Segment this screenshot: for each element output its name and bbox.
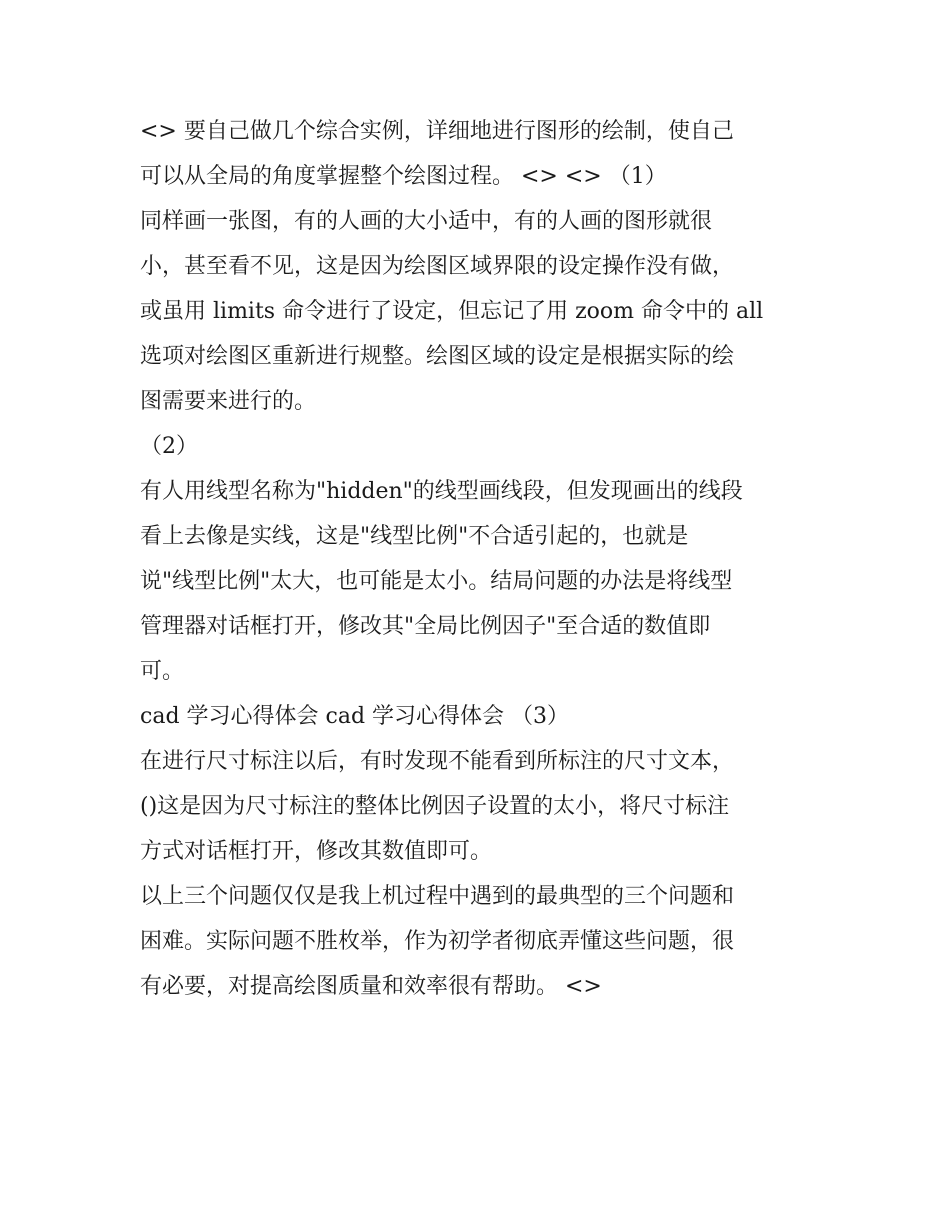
text-line: 困难。实际问题不胜枚举，作为初学者彻底弄懂这些问题，很 <box>140 929 735 954</box>
text-line: 图需要来进行的。 <box>140 389 317 414</box>
body-text <box>140 109 820 1009</box>
text-line: <> 要自己做几个综合实例，详细地进行图形的绘制，使自己 <box>140 119 734 144</box>
text-line: 有必要，对提高绘图质量和效率很有帮助。 <> <box>140 974 602 999</box>
text-line: 在进行尺寸标注以后，有时发现不能看到所标注的尺寸文本， <box>140 749 735 774</box>
text-line: 有人用线型名称为"hidden"的线型画线段，但发现画出的线段 <box>140 479 743 504</box>
text-line: cad 学习心得体会 cad 学习心得体会 （3） <box>140 704 570 729</box>
text-line: 小，甚至看不见，这是因为绘图区域界限的设定操作没有做， <box>140 254 735 279</box>
text-line: 同样画一张图，有的人画的大小适中，有的人画的图形就很 <box>140 209 713 234</box>
text-line: 可。 <box>140 659 185 684</box>
text-line: 或虽用 limits 命令进行了设定，但忘记了用 zoom 命令中的 all <box>140 299 764 324</box>
text-line: 看上去像是实线，这是"线型比例"不合适引起的，也就是 <box>140 524 689 549</box>
text-line: 选项对绘图区重新进行规整。绘图区域的设定是根据实际的绘 <box>140 344 735 369</box>
text-line: 可以从全局的角度掌握整个绘图过程。 <> <> （1） <box>140 164 667 189</box>
text-line: 说"线型比例"太大，也可能是太小。结局问题的办法是将线型 <box>140 569 733 594</box>
text-line: 方式对话框打开，修改其数值即可。 <box>140 839 493 864</box>
text-line: 管理器对话框打开，修改其"全局比例因子"至合适的数值即 <box>140 614 711 639</box>
text-line: ()这是因为尺寸标注的整体比例因子设置的太小，将尺寸标注 <box>140 794 730 819</box>
text-line: 以上三个问题仅仅是我上机过程中遇到的最典型的三个问题和 <box>140 884 735 909</box>
text-line: （2） <box>140 434 198 459</box>
